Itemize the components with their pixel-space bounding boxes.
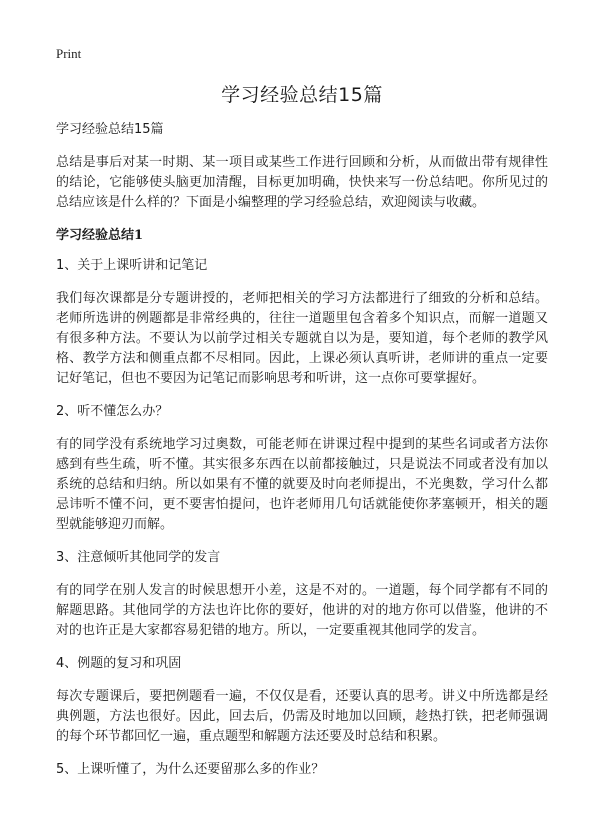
item-heading: 5、上课听懂了，为什么还要留那么多的作业？ bbox=[56, 762, 325, 777]
document-subtitle: 学习经验总结15篇 bbox=[56, 122, 164, 137]
item-paragraph: 我们每次课都是分专题讲授的，老师把相关的学习方法都进行了细致的分析和总结。老师所选讲的例题都是非常经典的，往往一道题里包含着多个知识点，而解一道题又有很多种方法。不要认为以前学过相关专题就自以为是，要知道，每个老师的教学风格、教学方法和侧重点都不尽相同。因此，上课必须认真听讲，老师讲的重点一定要记好笔记，但也不要因为记笔记而影响思考和听讲，这一点你可要掌握好。 bbox=[56, 291, 548, 386]
item-heading: 3、注意倾听其他同学的发言 bbox=[56, 550, 221, 565]
item-heading: 4、例题的复习和巩固 bbox=[56, 656, 182, 671]
item-paragraph: 每次专题课后，要把例题看一遍，不仅仅是看，还要认真的思考。讲义中所选都是经典例题，方法也很好。因此，回去后，仍需及时地加以回顾，趁热打铁，把老师强调的每个环节都回忆一遍，重点题型和解题方法还要及时总结和积累。 bbox=[56, 689, 548, 744]
item-paragraph: 有的同学没有系统地学习过奥数，可能老师在讲课过程中提到的某些名词或者方法你感到有些生疏，听不懂。其实很多东西在以前都接触过，只是说法不同或者没有加以系统的总结和归纳。所以如果有不懂的就要及时向老师提出，不光奥数，学习什么都忌讳听不懂不问，更不要害怕提问，也许老师用几句话就能使你茅塞顿开，相关的题型就能够迎刃而解。 bbox=[56, 437, 548, 532]
item-paragraph: 有的同学在别人发言的时候思想开小差，这是不对的。一道题，每个同学都有不同的解题思路。其他同学的方法也许比你的要好，他讲的对的地方你可以借鉴，他讲的不对的也许正是大家都容易犯错的地方。所以，一定要重视其他同学的发言。 bbox=[56, 583, 548, 638]
section-title: 学习经验总结1 bbox=[56, 228, 144, 243]
document-title: 学习经验总结15篇 bbox=[221, 84, 383, 106]
intro-paragraph: 总结是事后对某一时期、某一项目或某些工作进行回顾和分析，从而做出带有规律性的结论，它能够使头脑更加清醒，目标更加明确，快快来写一份总结吧。你所见过的总结应该是什么样的？下面是小编整理的学习经验总结，欢迎阅读与收藏。 bbox=[56, 155, 548, 210]
item-heading: 2、听不懂怎么办？ bbox=[56, 404, 169, 419]
document-body bbox=[56, 121, 548, 793]
item-heading: 1、关于上课听讲和记笔记 bbox=[56, 258, 208, 273]
print-link[interactable]: Print bbox=[56, 46, 82, 61]
